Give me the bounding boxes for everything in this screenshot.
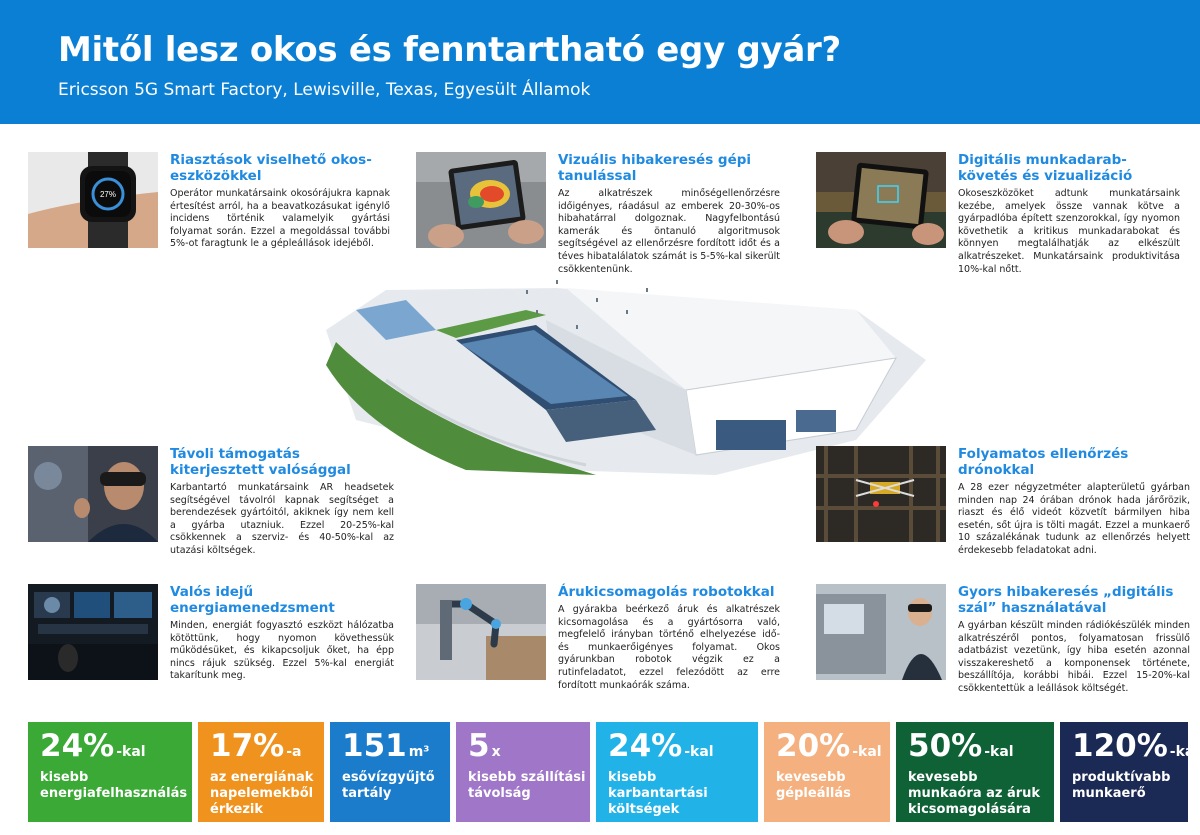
stat-description: esővízgyűjtő tartály xyxy=(342,770,435,801)
stat-value: 24% xyxy=(608,728,683,764)
feature-title: Távoli támogatás kiterjesztett valósággal xyxy=(170,446,351,478)
feature-title: Árukicsomagolás robotokkal xyxy=(558,584,775,600)
feature-text: A gyárakba beérkező áruk és alkatrészek kicsomagolása és a gyártósorra való, megfelelő irányban történő elhelyezése idő- és munkaerőigényes folyamat. Okos gyárunkban robotok végzik ez a rutinfeladatot, ezzel felezódött az erre fordított munkaórák száma. xyxy=(558,604,780,691)
stat-suffix: -kal xyxy=(684,744,714,760)
feature-text: Okoseszközöket adtunk munkatársaink kezébe, amelyek össze vannak kötve a gyárpadlóba épített szenzorokkal, így nyomon követhetik a kritikus munkadarabokat és könnyen megtalálhatják az elkészült alkatrészeket. Munkatársaink produktivitása 10%-kal nőtt. xyxy=(958,188,1180,275)
stat-description: kisebb szállítási távolság xyxy=(468,770,586,801)
stat-description: kevesebb munkaóra az áruk kicsomagolására xyxy=(908,770,1041,817)
header-banner xyxy=(0,0,1200,124)
stat-suffix: -kal xyxy=(852,744,882,760)
stat-suffix: -kal xyxy=(984,744,1014,760)
stat-value: 120% xyxy=(1072,728,1168,764)
feature-title: Valós idejű energiamenedzsment xyxy=(170,584,335,616)
stat-tile xyxy=(596,722,758,822)
feature-text: Operátor munkatársaink okosórájukra kapnak értesítést arról, ha a beavatkozásukat igénylő incidens történik valamelyik gyártási folyamat során. Ezzel a megoldással további 5%-ot faragtunk le a gépleállások idejéből. xyxy=(170,188,390,250)
stat-value: 151 xyxy=(342,728,407,764)
smartwatch-photo xyxy=(28,152,158,248)
tablet-tracking-photo xyxy=(816,152,946,248)
stat-value: 24% xyxy=(40,728,115,764)
robot-arm-photo xyxy=(416,584,546,680)
feature-text: A gyárban készült minden rádiókészülék minden alkatrészéről pontos, folyamatosan frissülő adatbázist vezetünk, így hiba esetén azonnal visszakereshető a komponensek története, beszállítója, korábbi hibái. Ezzel 15-20%-kal csökkentettük a leállások költségét. xyxy=(958,620,1190,694)
stat-description: produktívabb munkaerő xyxy=(1072,770,1171,801)
stat-description: kisebb energiafelhasználás xyxy=(40,770,188,801)
page-subtitle: Ericsson 5G Smart Factory, Lewisville, Texas, Egyesült Államok xyxy=(58,80,591,100)
stat-value: 17% xyxy=(210,728,285,764)
stat-value: 20% xyxy=(776,728,851,764)
stat-suffix: x xyxy=(491,744,501,760)
feature-text: A 28 ezer négyzetméter alapterületű gyárban minden nap 24 órában drónok hada járőrözik, riaszt és élő videót közvetít bármilyen hiba esetén, sőt újra is tölti magát. Ezzel a munkaerő 10 százalékának tudunk az ellenőrzés helyett érdekesebb feladatokat adni. xyxy=(958,482,1190,556)
stat-description: az energiának napelemekből érkezik xyxy=(210,770,314,817)
stat-tile xyxy=(1060,722,1200,822)
stat-suffix: -kal xyxy=(116,744,146,760)
stat-tile xyxy=(896,722,1054,822)
stat-value: 5 xyxy=(468,728,490,764)
stat-tile xyxy=(330,722,450,822)
stat-description: kisebb karbantartási költségek xyxy=(608,770,708,817)
stat-value: 50% xyxy=(908,728,983,764)
stat-tile xyxy=(28,722,192,822)
technician-hololens-photo xyxy=(816,584,946,680)
stat-tile xyxy=(198,722,324,822)
page-title: Mitől lesz okos és fenntartható egy gyár? xyxy=(58,30,841,70)
watch-value-text: 27% xyxy=(99,190,117,199)
feature-title: Gyors hibakeresés „digitális szál” használatával xyxy=(958,584,1174,616)
stat-suffix: m³ xyxy=(408,744,430,760)
stat-tile xyxy=(764,722,890,822)
ar-headset-photo xyxy=(28,446,158,542)
feature-text: Az alkatrészek minőségellenőrzésre időigényes, ráadásul az emberek 20-30%-os hibahatárral dolgoznak. Nagyfelbontású kamerák és öntanuló algoritmusok segítségével az ellenőrzésre fordított időt és a téves hibatalálatok számát is 5-5%-kal sikerült csökkentenünk. xyxy=(558,188,780,275)
feature-title: Digitális munkadarab-követés és vizualizáció xyxy=(958,152,1133,184)
feature-title: Vizuális hibakeresés gépi tanulással xyxy=(558,152,752,184)
drone-warehouse-photo xyxy=(816,446,946,542)
feature-title: Riasztások viselhető okos-eszközökkel xyxy=(170,152,372,184)
control-room-photo xyxy=(28,584,158,680)
stat-description: kevesebb gépleállás xyxy=(776,770,851,801)
feature-text: Karbantartó munkatársaink AR headsetek segítségével távolról kapnak segítséget a berendezések gyártóitól, akiknek így nem kell a gyárba utazniuk. Ezzel 20-25%-kal csökkennek a szerviz- és 40-50%-kal az utazási költségek. xyxy=(170,482,394,556)
stat-suffix: -kal xyxy=(1169,744,1200,760)
stat-tile xyxy=(456,722,590,822)
tablet-heatmap-photo xyxy=(416,152,546,248)
stat-suffix: -a xyxy=(286,744,302,760)
feature-title: Folyamatos ellenőrzés drónokkal xyxy=(958,446,1129,478)
feature-text: Minden, energiát fogyasztó eszközt hálózatba kötöttünk, hogy nyomon követhessük működésüket, és kikapcsoljuk őket, ha épp nincs rájuk szükség. Ezzel 5%-kal energiát takarítunk meg. xyxy=(170,620,394,682)
